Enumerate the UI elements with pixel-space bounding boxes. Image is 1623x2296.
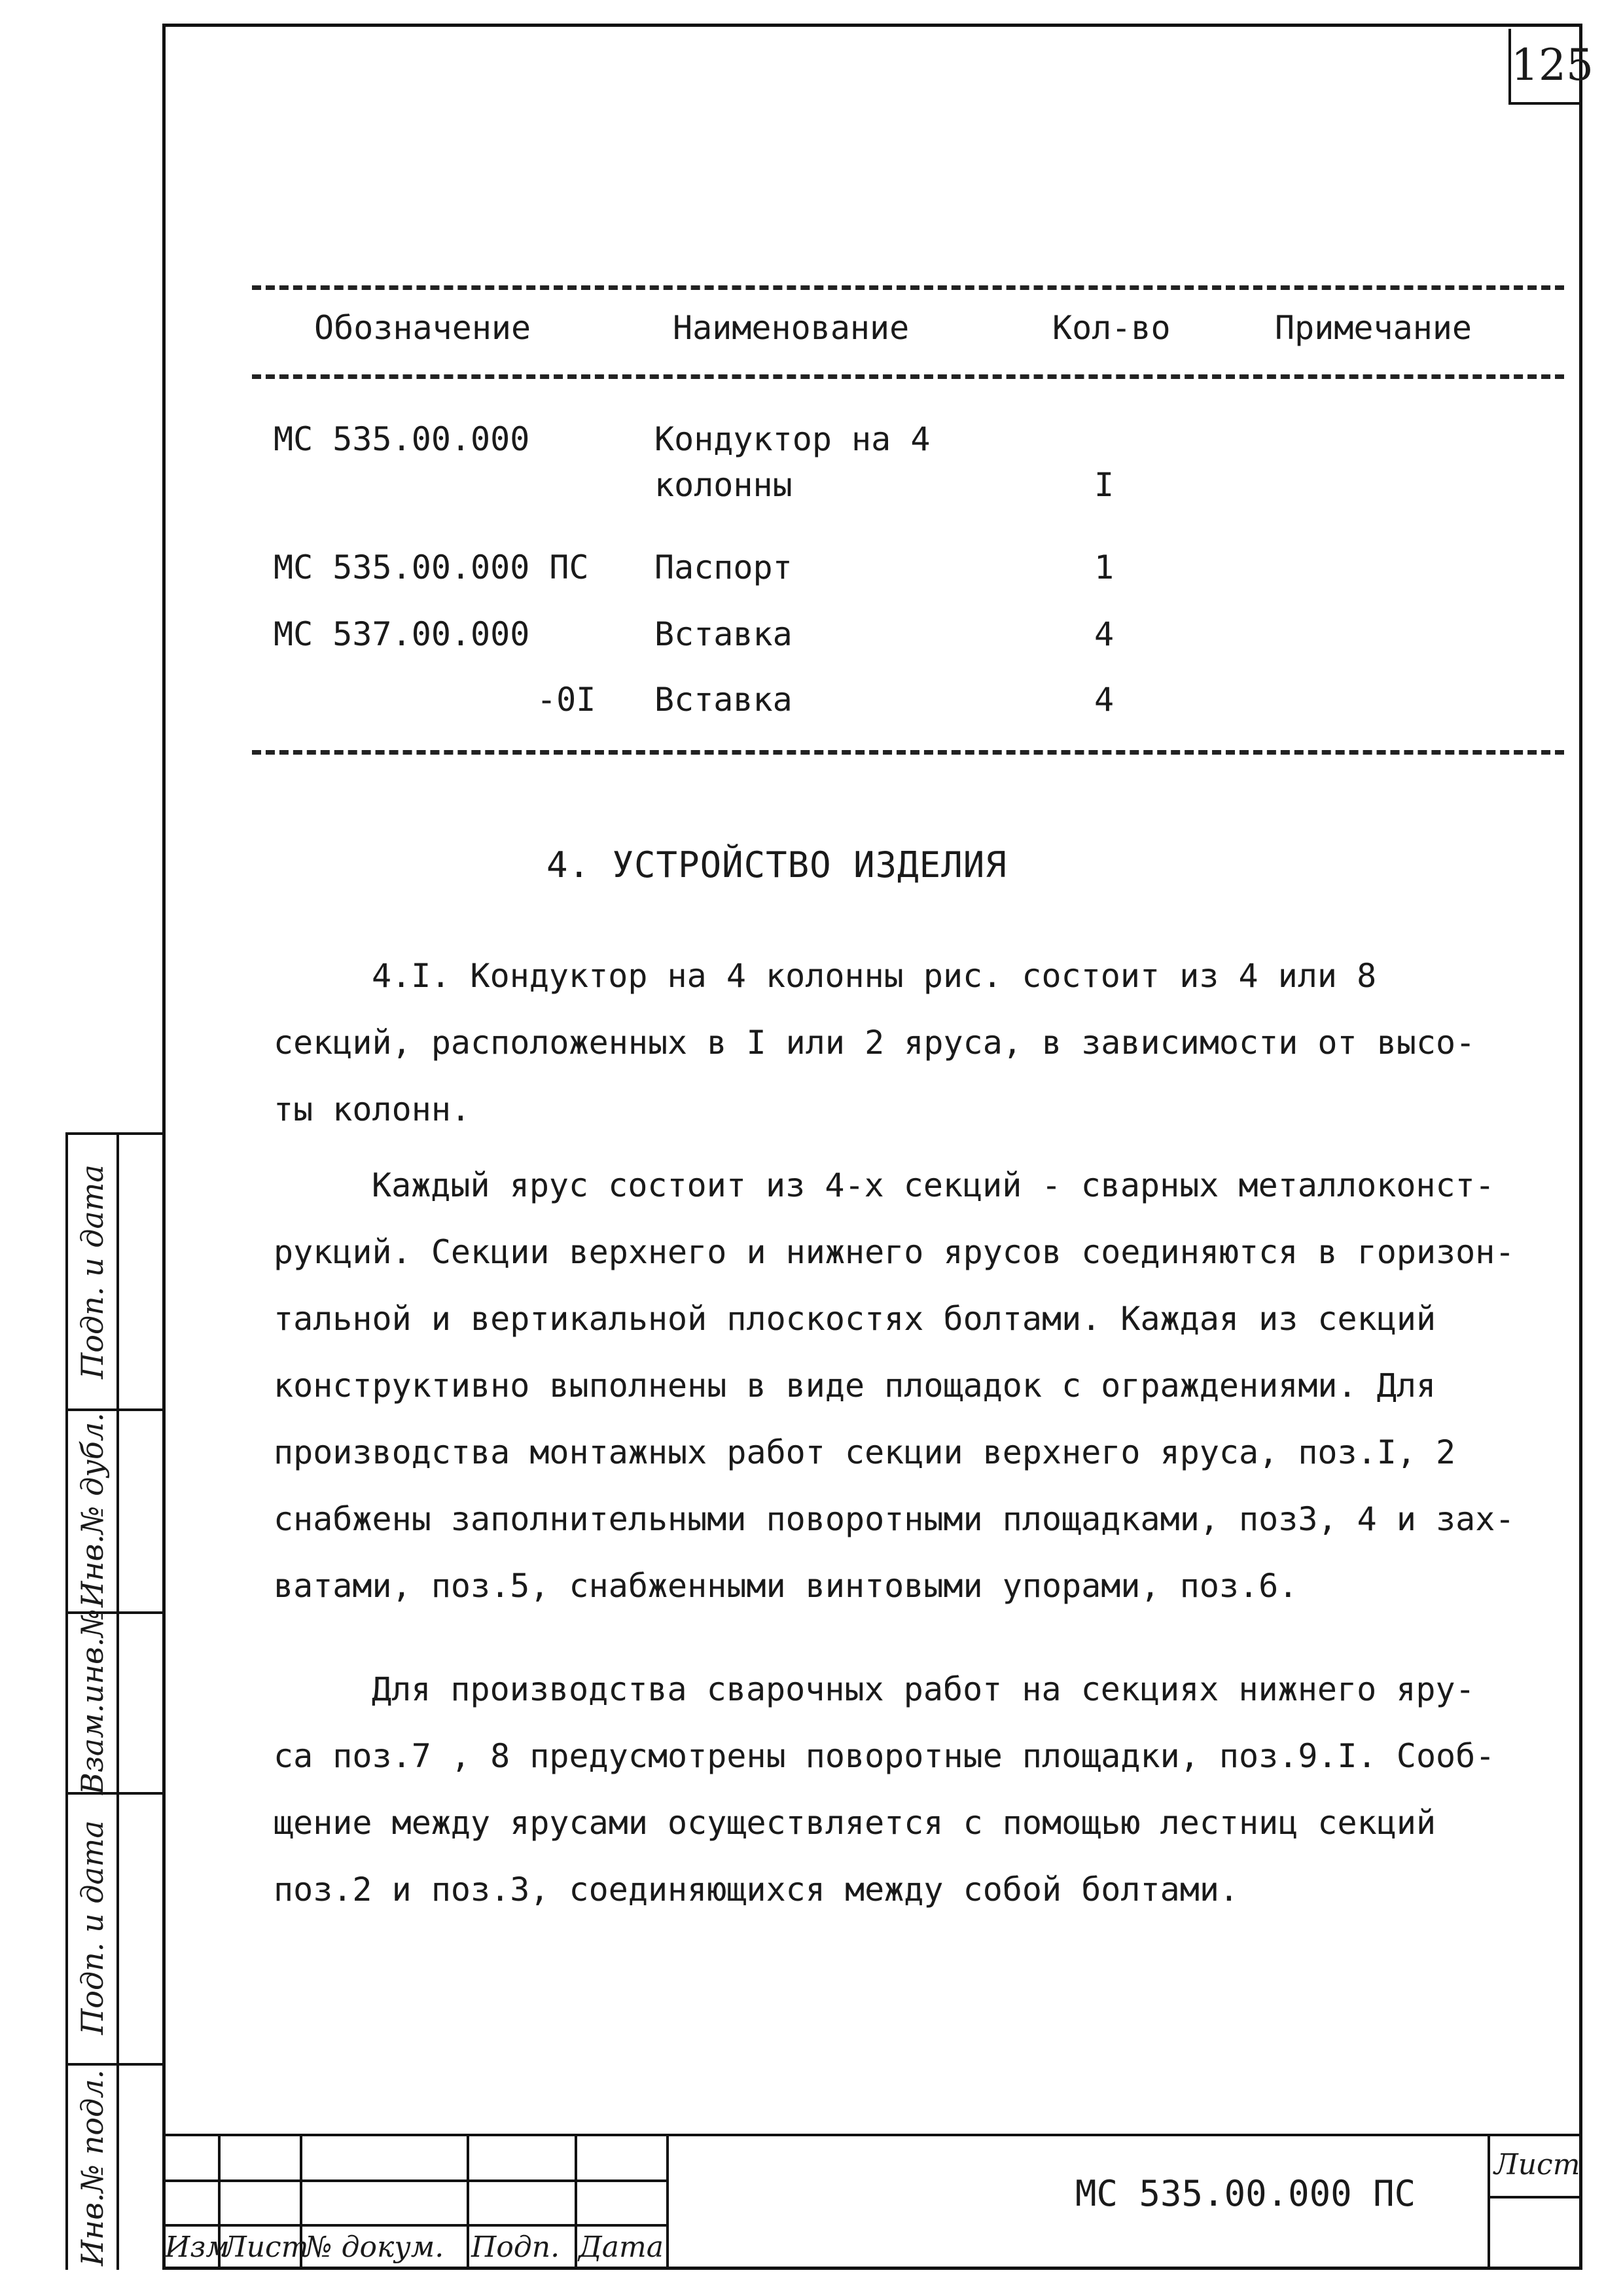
col-header-note: Примечание: [1275, 309, 1472, 347]
strip-label: Подп. и дата: [75, 1164, 110, 1379]
paragraph-line: Для производства сварочных работ на секциях нижнего яру-: [372, 1670, 1475, 1708]
paragraph-line: тальной и вертикальной плоскостях болтами. Каждая из секций: [274, 1300, 1436, 1338]
col-header-qty: Кол-во: [1052, 309, 1171, 347]
title-block-col: [1488, 2134, 1490, 2270]
title-block-top-line: [162, 2134, 1582, 2136]
table-row-name: Паспорт: [654, 548, 793, 586]
paragraph-line: конструктивно выполнены в виде площадок с ограждениями. Для: [274, 1367, 1436, 1405]
page-number: 125: [1508, 29, 1579, 105]
table-row-name: Вставка: [654, 681, 793, 719]
table-header-rule: [252, 374, 1564, 379]
page-frame: [162, 24, 1582, 2270]
label-signature: Подп.: [471, 2231, 560, 2264]
table-row-designation: МС 537.00.000: [274, 615, 530, 653]
paragraph-line: 4.I. Кондуктор на 4 колонны рис. состоит из 4 или 8: [372, 957, 1377, 995]
label-sheet-header: Лист: [1494, 2148, 1580, 2181]
title-block: [162, 2134, 1582, 2270]
paragraph: [274, 1152, 1543, 1619]
title-block-col: [467, 2134, 469, 2270]
title-block-col: [575, 2134, 577, 2270]
section-heading: 4. УСТРОЙСТВО ИЗДЕЛИЯ: [546, 844, 1007, 886]
table-row-name-cont: колонны: [654, 466, 793, 504]
title-block-line: [1488, 2196, 1582, 2198]
paragraph-line: производства монтажных работ секции верхнего яруса, поз.I, 2: [274, 1433, 1456, 1471]
paragraph: [274, 942, 1543, 1143]
label-sheet: Лист: [223, 2231, 309, 2264]
table-row-qty: 1: [1094, 548, 1115, 586]
table-row-designation: МС 535.00.000 ПС: [274, 548, 589, 586]
strip-label: Взам.инв.№: [75, 1609, 110, 1795]
table-row-designation: МС 535.00.000: [274, 420, 530, 458]
strip-label: Инв.№ дубл.: [75, 1412, 111, 1607]
table-top-rule: [252, 285, 1564, 290]
label-date: Дата: [579, 2231, 664, 2264]
col-header-designation: Обозначение: [314, 309, 531, 347]
col-header-name: Наименование: [673, 309, 910, 347]
side-stamp-strip: [65, 1132, 162, 2270]
strip-label: Инв.№ подл.: [75, 2069, 111, 2267]
paragraph-line: ты колонн.: [274, 1090, 471, 1128]
strip-separator: [116, 1135, 119, 2270]
strip-label: Подп. и дата: [75, 1820, 110, 2035]
table-bottom-rule: [252, 750, 1564, 755]
table-row-name: Кондуктор на 4: [654, 420, 931, 458]
paragraph-line: секций, расположенных в I или 2 яруса, в зависимости от высо-: [274, 1024, 1476, 1062]
label-change: Изм: [165, 2231, 230, 2264]
label-doc-number: № докум.: [305, 2231, 444, 2264]
paragraph-line: снабжены заполнительными поворотными площадками, поз3, 4 и зах-: [274, 1500, 1515, 1538]
paragraph-line: са поз.7 , 8 предусмотрены поворотные площадки, поз.9.I. Сооб-: [274, 1737, 1495, 1775]
title-block-line: [162, 2179, 666, 2182]
table-row-qty: 4: [1094, 615, 1115, 653]
paragraph-line: Каждый ярус состоит из 4-х секций - сварных металлоконст-: [372, 1166, 1495, 1204]
paragraph-line: рукций. Секции верхнего и нижнего ярусов соединяются в горизон-: [274, 1233, 1515, 1271]
table-row-designation: -0I: [537, 681, 596, 719]
table-row-qty: 4: [1094, 681, 1115, 719]
document-code: МС 535.00.000 ПС: [1075, 2173, 1416, 2214]
paragraph-line: ватами, поз.5, снабженными винтовыми упорами, поз.6.: [274, 1567, 1298, 1605]
paragraph-line: щение между ярусами осуществляется с помощью лестниц секций: [274, 1804, 1436, 1842]
table-row-name: Вставка: [654, 615, 793, 653]
title-block-line: [162, 2224, 666, 2227]
table-row-qty: I: [1094, 466, 1115, 504]
title-block-col: [666, 2134, 669, 2270]
paragraph-line: поз.2 и поз.3, соединяющихся между собой болтами.: [274, 1871, 1240, 1909]
paragraph: [274, 1656, 1543, 1923]
